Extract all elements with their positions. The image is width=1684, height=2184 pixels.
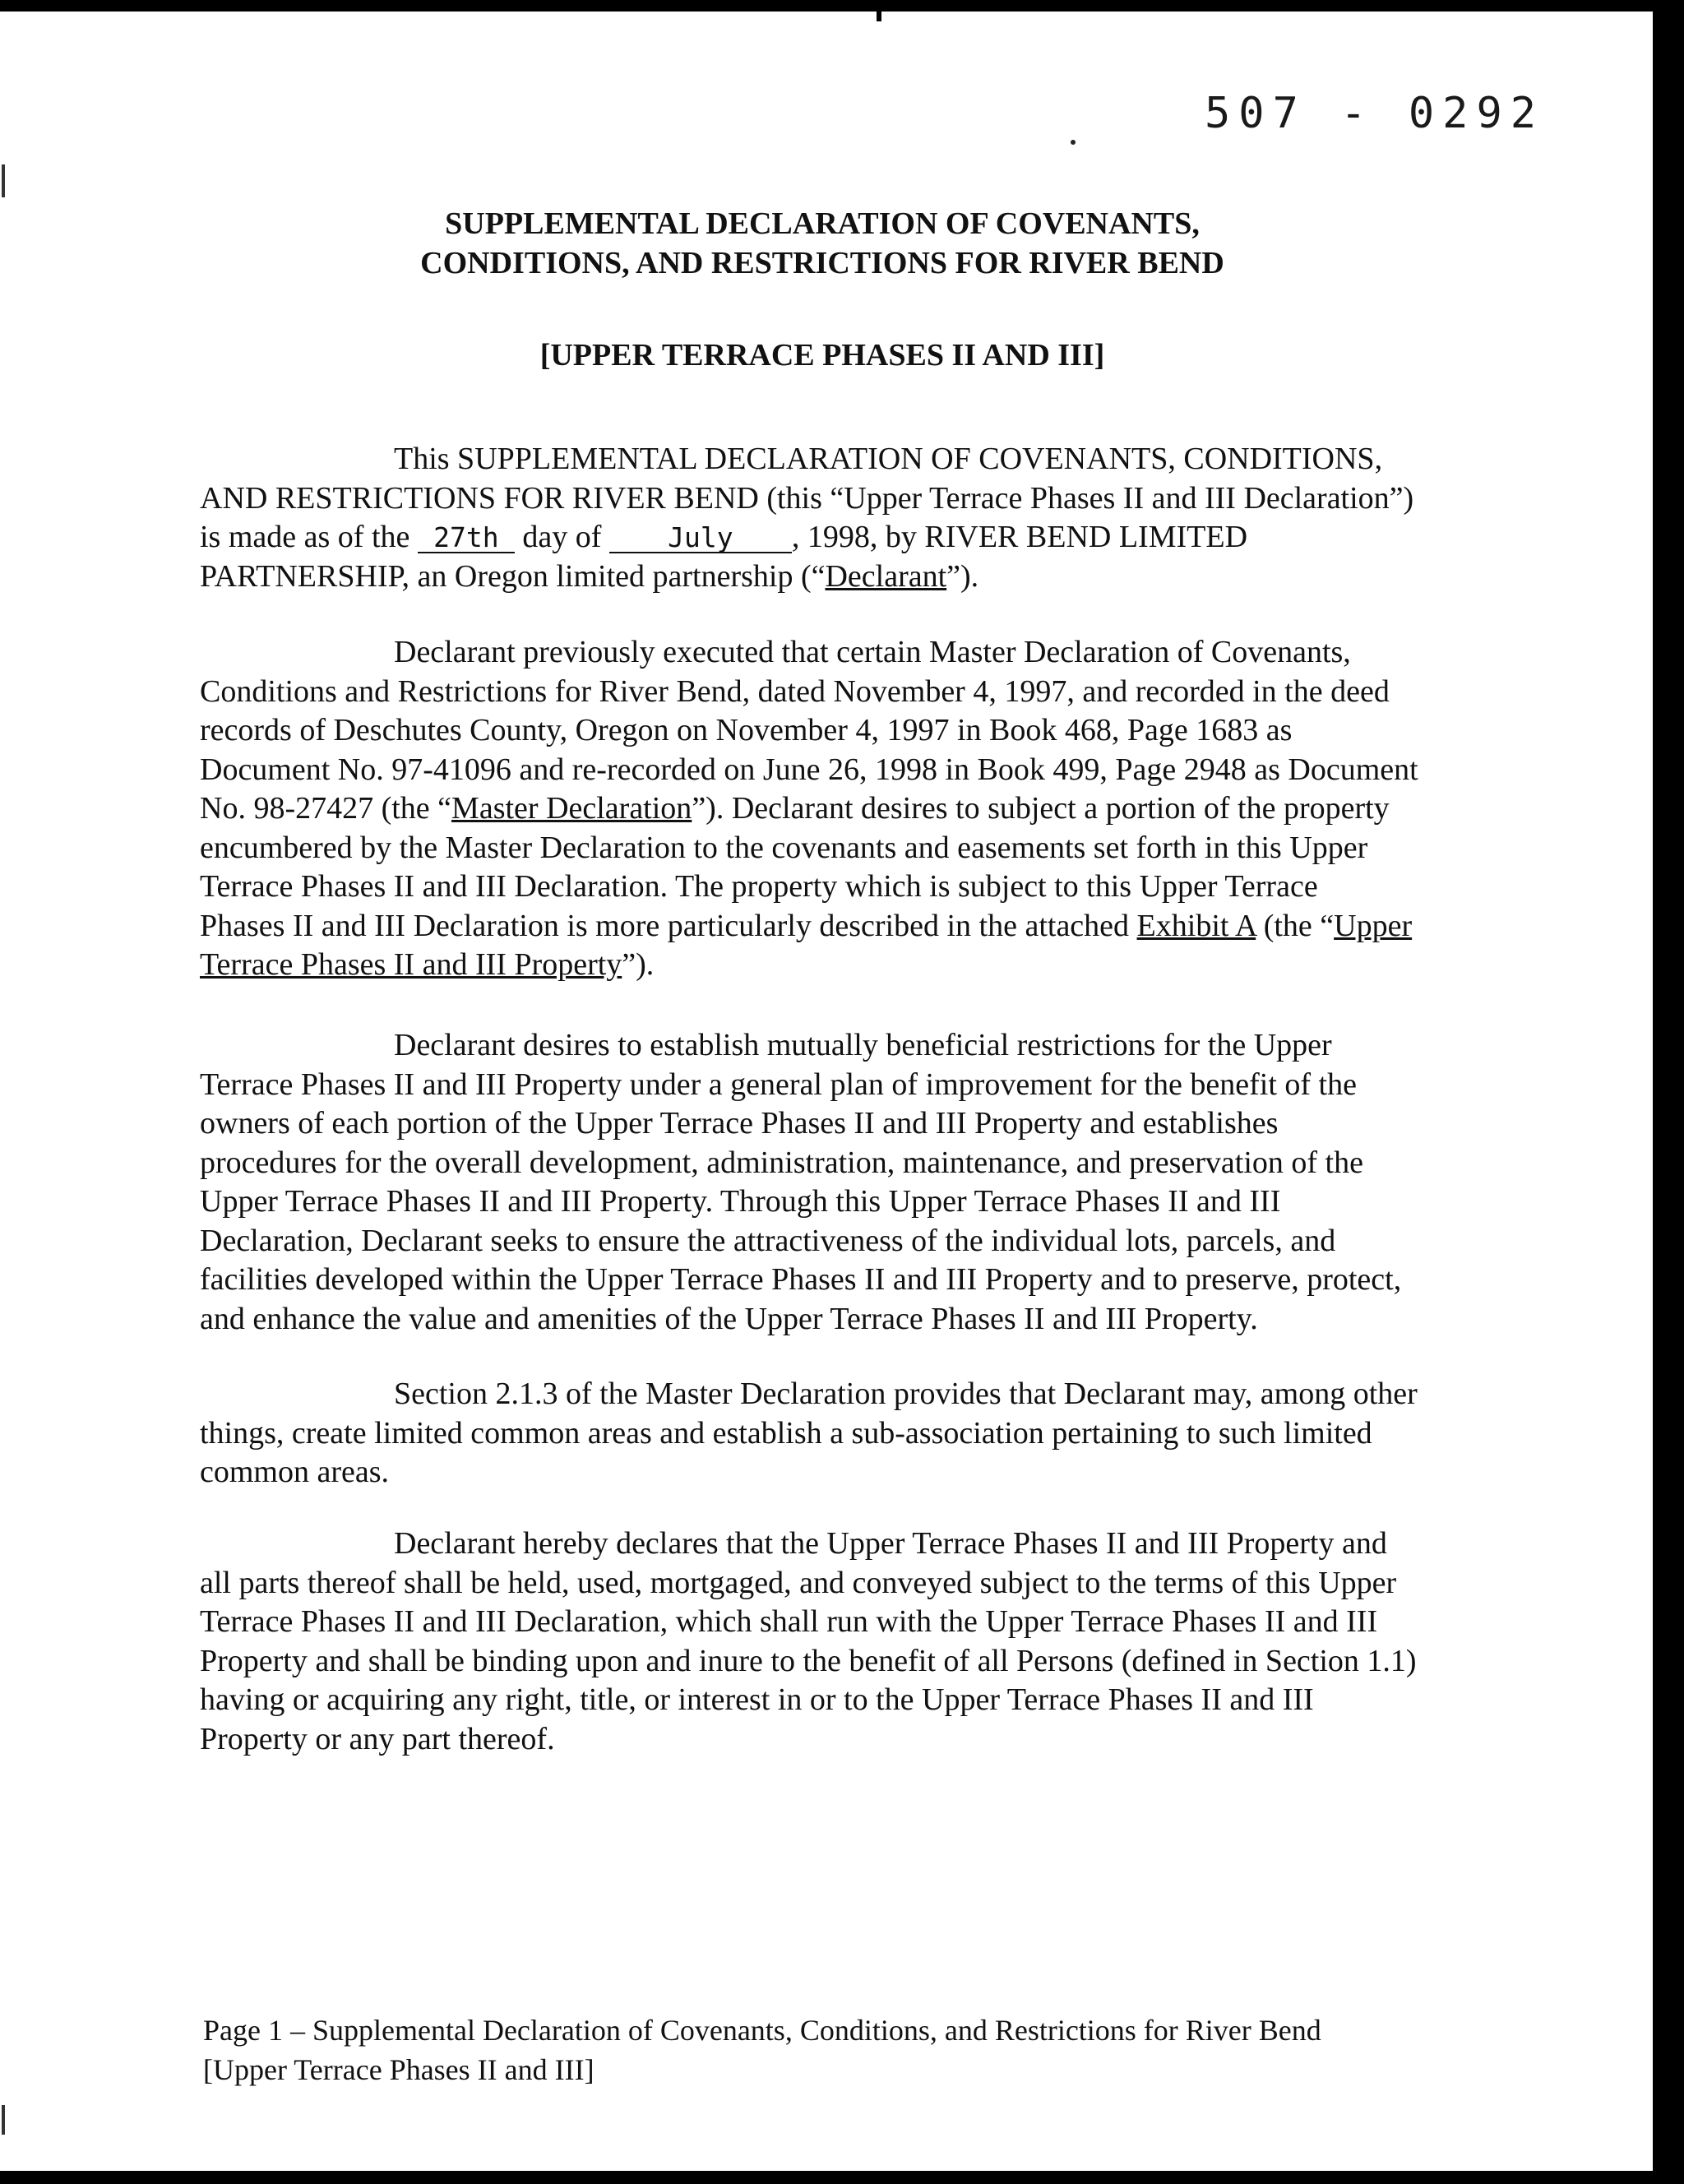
date-day-field: 27th (418, 524, 515, 553)
paragraph-restrictions: Declarant desires to establish mutually beneficial restrictions for the Upper Terrace Phases II and III Property under a general plan of improvement for the benefit of the owners of each portion of the Upper Terrace Phases II and III Property and establishes procedures for the overall development, administration, maintenance, and preservation of the Upper Terrace Phases II and III Property. Through this Upper Terrace Phases II and III Declaration, Declarant seeks to ensure the attractiveness of the individual lots, parcels, and facilities developed within the Upper Terrace Phases II and III Property and to preserve, protect, and enhance the value and amenities of the Upper Terrace Phases II and III Property. (200, 1028, 1402, 1336)
document-title-line-2: CONDITIONS, AND RESTRICTIONS FOR RIVER BEND (420, 246, 1224, 280)
document-subtitle: [UPPER TERRACE PHASES II AND III] (539, 338, 1105, 372)
footer-line-2: [Upper Terrace Phases II and III] (203, 2053, 594, 2086)
scan-speck (2, 164, 5, 197)
defined-term-property-part-2: Terrace Phases II and III Property (200, 947, 622, 982)
exhibit-reference: Exhibit A (1136, 908, 1256, 943)
scan-dot (1071, 140, 1076, 145)
document-title-line-1: SUPPLEMENTAL DECLARATION OF COVENANTS, (445, 206, 1200, 241)
scan-speck (2, 2105, 5, 2135)
page-footer (203, 2010, 1486, 2089)
scan-border-notch (877, 0, 881, 21)
paragraph-section-2-1-3: Section 2.1.3 of the Master Declaration provides that Declarant may, among other things, create limited common areas and establish a sub-association pertaining to such limited common areas. (200, 1377, 1418, 1489)
scan-border-right (1653, 0, 1684, 2184)
defined-term-property-part-1: Upper (1334, 908, 1413, 943)
document-number-stamp: 507 - 0292 (1205, 89, 1545, 138)
scan-border-top (0, 0, 1684, 12)
scan-border-bottom (0, 2171, 1684, 2184)
defined-term-declarant: Declarant (825, 558, 947, 594)
paragraph-declaration: Declarant hereby declares that the Upper Terrace Phases II and III Property and all parts thereof shall be held, used, mortgaged, and conveyed subject to the terms of this Upper Terrace Phases II and III Declaration, which shall run with the Upper Terrace Phases II and III Property and shall be binding upon and inure to the benefit of all Persons (defined in Section 1.1) having or acquiring any right, title, or interest in or to the Upper Terrace Phases II and III Property or any part thereof. (200, 1526, 1417, 1756)
defined-term-master-declaration: Master Declaration (451, 791, 692, 826)
footer-line-1: Page 1 – Supplemental Declaration of Covenants, Conditions, and Restrictions for River Bend (203, 2014, 1321, 2047)
paragraph-intro: This SUPPLEMENTAL DECLARATION OF COVENANTS, CONDITIONS, AND RESTRICTIONS FOR RIVER BEND (this “Upper Terrace Phases II and III Declaration”) is made as of the 27th day of July , 1998, by RIVER BEND LIMITED PARTNERSHIP, an Oregon limited partnership (“Declarant”). (200, 442, 1414, 594)
date-month-field: July (609, 524, 792, 553)
paragraph-master-declaration: Declarant previously executed that certain Master Declaration of Covenants, Conditions and Restrictions for River Bend, dated November 4, 1997, and recorded in the deed records of Deschutes County, Oregon on November 4, 1997 in Book 468, Page 1683 as Document No. 97-41096 and re-recorded on June 26, 1998 in Book 499, Page 2948 as Document No. 98-27427 (the “Master Declaration”). Declarant desires to subject a portion of the property encumbered by the Master Declaration to the covenants and easements set forth in this Upper Terrace Phases II and III Declaration. The property which is subject to this Upper Terrace Phases II and III Declaration is more particularly described in the attached Exhibit A (the “Upper Terrace Phases II and III Property”). (200, 635, 1418, 982)
